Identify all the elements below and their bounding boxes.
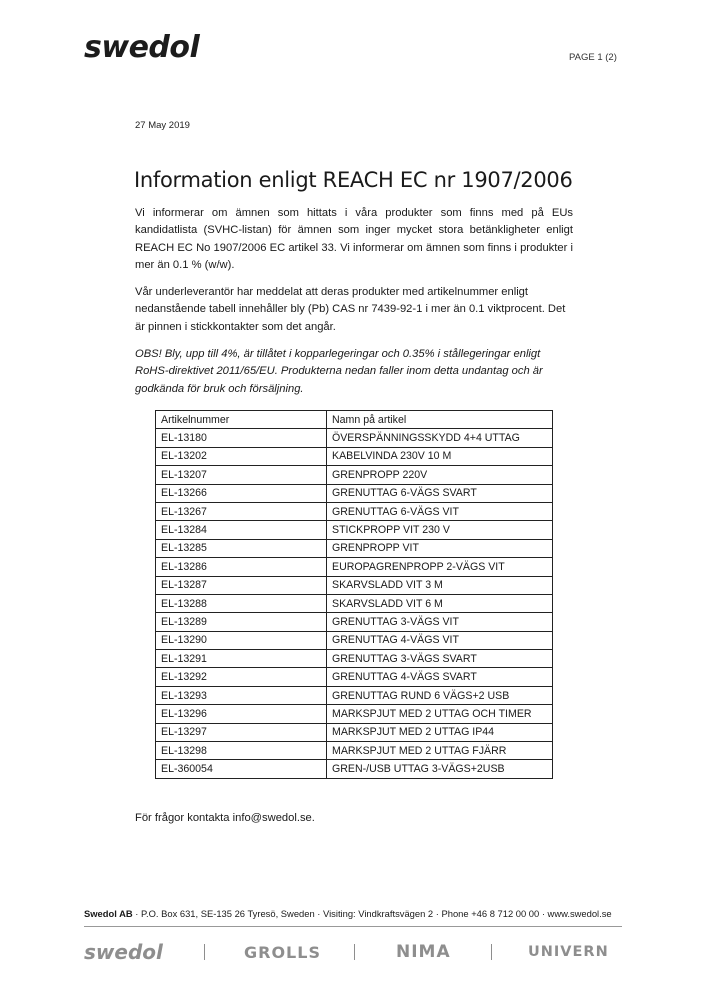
article-name-cell: GRENPROPP VIT — [327, 539, 553, 557]
table-body — [156, 429, 553, 778]
table-row — [156, 631, 553, 649]
table-row — [156, 466, 553, 484]
article-number-cell: EL-13266 — [156, 484, 327, 502]
article-name-cell: GRENUTTAG 3-VÄGS SVART — [327, 650, 553, 668]
table-row — [156, 447, 553, 465]
table-row — [156, 521, 553, 539]
brand-univern-logo: UNIVERN — [528, 944, 609, 960]
article-name-cell: ÖVERSPÄNNINGSSKYDD 4+4 UTTAG — [327, 429, 553, 447]
footer-address — [84, 908, 612, 919]
article-name-cell: GRENUTTAG 6-VÄGS SVART — [327, 484, 553, 502]
article-name-cell: GRENUTTAG RUND 6 VÄGS+2 USB — [327, 686, 553, 704]
article-name-cell: GRENUTTAG 4-VÄGS VIT — [327, 631, 553, 649]
supplier-paragraph: Vår underleverantör har meddelat att deras produkter med artikelnummer enligt nedanstående tabell innehåller bly (Pb) CAS nr 7439-92-1 i mer än 0.1 viktprocent. Det är pinnen i stickkontakter som det angår. — [135, 286, 566, 333]
article-name-cell: SKARVSLADD VIT 3 M — [327, 576, 553, 594]
article-name-cell: MARKSPJUT MED 2 UTTAG FJÄRR — [327, 742, 553, 760]
table-row — [156, 558, 553, 576]
page-number: PAGE 1 (2) — [569, 52, 617, 63]
article-name-cell: KABELVINDA 230V 10 M — [327, 447, 553, 465]
brand-swedol-logo: swedol — [84, 940, 163, 964]
brand-divider — [491, 944, 492, 960]
intro-paragraph: Vi informerar om ämnen som hittats i våra produkter som finns med på EUs kandidatlista (SVHC-listan) för ämnen som inger mycket stora betänkligheter enligt REACH EC No 1907/2006 EC artikel 33. Vi informerar om ämnen som finns i produkter i mer än 0.1 % (w/w). — [135, 207, 573, 271]
table-row — [156, 686, 553, 704]
table-row — [156, 502, 553, 520]
article-number-cell: EL-13290 — [156, 631, 327, 649]
brand-logos — [84, 940, 624, 970]
article-number-cell: EL-13298 — [156, 742, 327, 760]
article-number-cell: EL-13297 — [156, 723, 327, 741]
footer-address-text: · P.O. Box 631, SE-135 26 Tyresö, Sweden · Visiting: Vindkraftsvägen 2 · Phone +46 8 712 00 00 · www.swedol.se — [132, 908, 612, 919]
table-row — [156, 576, 553, 594]
table-row — [156, 742, 553, 760]
article-number-cell: EL-13267 — [156, 502, 327, 520]
article-name-cell: GRENUTTAG 6-VÄGS VIT — [327, 502, 553, 520]
table-row — [156, 613, 553, 631]
column-header-article-number: Artikelnummer — [156, 411, 327, 429]
article-name-cell: MARKSPJUT MED 2 UTTAG IP44 — [327, 723, 553, 741]
article-number-cell: EL-13180 — [156, 429, 327, 447]
document-date: 27 May 2019 — [135, 120, 190, 131]
column-header-article-name: Namn på artikel — [327, 411, 553, 429]
table-header-row — [156, 411, 553, 429]
contact-line: För frågor kontakta info@swedol.se. — [135, 812, 315, 824]
article-name-cell: GRENUTTAG 4-VÄGS SVART — [327, 668, 553, 686]
page-title: Information enligt REACH EC nr 1907/2006 — [134, 168, 573, 192]
article-number-cell: EL-13293 — [156, 686, 327, 704]
table-row — [156, 668, 553, 686]
article-number-cell: EL-13291 — [156, 650, 327, 668]
brand-grolls-logo: GROLLS — [244, 943, 321, 962]
article-number-cell: EL-13286 — [156, 558, 327, 576]
brand-nima-logo: NIMA — [396, 942, 451, 962]
article-name-cell: EUROPAGRENPROPP 2-VÄGS VIT — [327, 558, 553, 576]
table-row — [156, 484, 553, 502]
article-number-cell: EL-13287 — [156, 576, 327, 594]
article-name-cell: MARKSPJUT MED 2 UTTAG OCH TIMER — [327, 705, 553, 723]
table-row — [156, 594, 553, 612]
article-number-cell: EL-13292 — [156, 668, 327, 686]
footer-company: Swedol AB — [84, 908, 133, 919]
article-number-cell: EL-13202 — [156, 447, 327, 465]
article-name-cell: GRENUTTAG 3-VÄGS VIT — [327, 613, 553, 631]
article-name-cell: STICKPROPP VIT 230 V — [327, 521, 553, 539]
article-number-cell: EL-13288 — [156, 594, 327, 612]
article-name-cell: GRENPROPP 220V — [327, 466, 553, 484]
article-number-cell: EL-13207 — [156, 466, 327, 484]
table-row — [156, 539, 553, 557]
articles-table — [155, 410, 553, 779]
article-number-cell: EL-13284 — [156, 521, 327, 539]
brand-divider — [354, 944, 355, 960]
footer-divider — [84, 926, 622, 927]
table-row — [156, 429, 553, 447]
article-number-cell: EL-360054 — [156, 760, 327, 778]
article-number-cell: EL-13285 — [156, 539, 327, 557]
article-number-cell: EL-13296 — [156, 705, 327, 723]
article-name-cell: GREN-/USB UTTAG 3-VÄGS+2USB — [327, 760, 553, 778]
article-number-cell: EL-13289 — [156, 613, 327, 631]
table-row — [156, 705, 553, 723]
swedol-logo: swedol — [84, 30, 200, 65]
table-row — [156, 723, 553, 741]
table-row — [156, 650, 553, 668]
brand-divider — [204, 944, 205, 960]
table-row — [156, 760, 553, 778]
obs-paragraph: OBS! Bly, upp till 4%, är tillåtet i kopparlegeringar och 0.35% i stållegeringar enligt RoHS-direktivet 2011/65/EU. Produkterna nedan faller inom detta undantag och är godkända för bruk och försäljning. — [135, 348, 543, 395]
article-name-cell: SKARVSLADD VIT 6 M — [327, 594, 553, 612]
